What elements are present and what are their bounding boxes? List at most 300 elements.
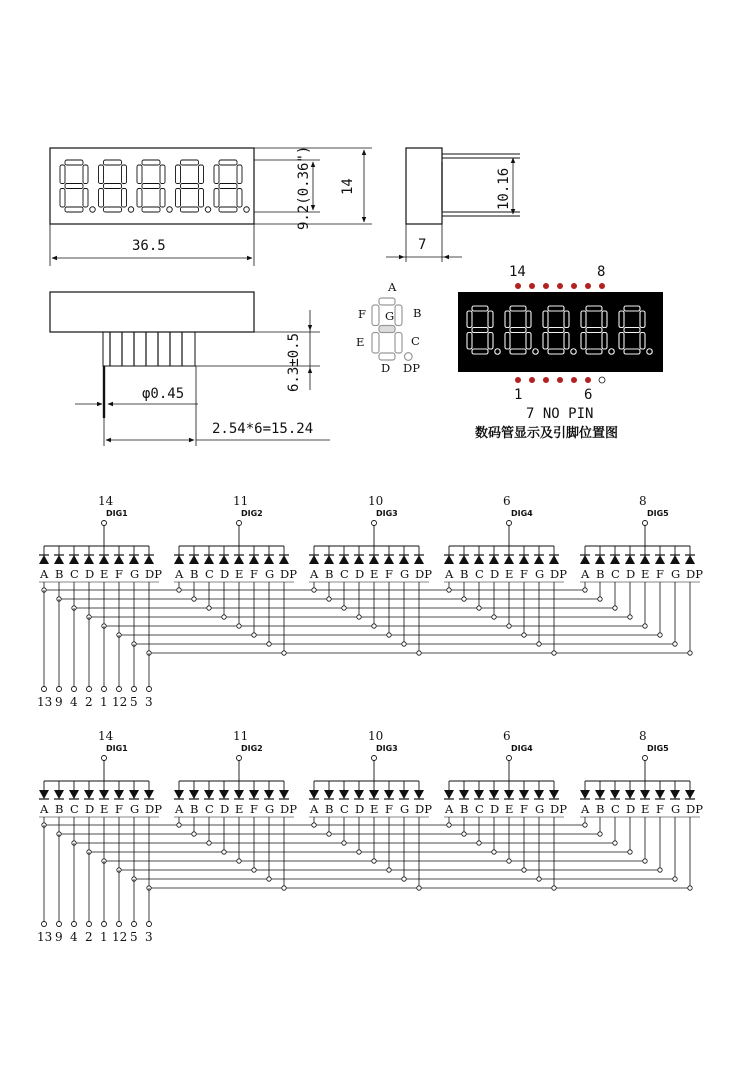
segment-d [624,349,640,354]
junction [417,651,421,655]
junction [552,886,556,890]
segment-terminal [132,687,137,692]
digit-terminal [643,521,648,526]
segment-label: E [235,567,244,581]
led-diode [144,555,154,564]
decimal-point [90,207,96,213]
segment-b [122,165,127,184]
junction [207,841,211,845]
segment-label: G [671,567,681,581]
top-pin-last: 8 [597,264,606,280]
segment-label: D [355,567,365,581]
segment-b [237,165,242,184]
segment-a [510,306,526,311]
segment-label: B [325,567,334,581]
segment-label: F [250,567,258,581]
segment-label-c: C [411,334,420,348]
junction [252,868,256,872]
junction [267,642,271,646]
segment-g [586,328,602,333]
segment-g [104,184,122,189]
front-digit [137,160,172,212]
segment-label: C [475,802,484,816]
segment-e [505,333,510,350]
segment-pin-number: 9 [55,930,63,944]
segment-terminal [132,922,137,927]
segment-label: D [220,802,230,816]
digit-pin-number: 11 [233,729,249,743]
led-diode [39,555,49,564]
led-diode [279,555,289,564]
led-diode [324,555,334,564]
segment-f [99,165,104,184]
segment-label: C [340,802,349,816]
bottom-view [50,292,330,446]
width-dimension: 36.5 [132,238,166,254]
digit-name: DIG2 [241,509,263,518]
segment-e [176,189,181,208]
segment-c [488,333,493,350]
led-diode [580,790,590,799]
segment-label: E [370,567,379,581]
junction [688,886,692,890]
segment-b [640,311,645,328]
segment-label: E [505,802,514,816]
segment-d [472,349,488,354]
led-diode [685,555,695,564]
segment-label: D [85,567,95,581]
pin-dot [515,283,521,289]
front-digit [214,160,249,212]
segment-label: D [220,567,230,581]
front-view [50,146,372,266]
digit-terminal [102,521,107,526]
junction [583,823,587,827]
segment-label: C [205,567,214,581]
bottom-pin-last: 6 [584,387,593,403]
decimal-point [128,207,134,213]
segment-g [624,328,640,333]
pin-dot [557,283,563,289]
segment-label: A [175,802,184,816]
led-diode [54,790,64,799]
junction [267,877,271,881]
segment-label: B [190,567,199,581]
segment-label: F [115,567,123,581]
segment-label: B [596,567,605,581]
segment-c [602,333,607,350]
segment-c [83,189,88,208]
segment-f [214,165,219,184]
led-diode [189,555,199,564]
led-diode [640,790,650,799]
bottom-pin-first: 1 [514,387,523,403]
digit-name: DIG5 [647,509,669,518]
segment-label: G [400,567,410,581]
junction [402,642,406,646]
segment-pin-number: 2 [85,695,93,709]
led-diode [369,790,379,799]
segment-d [142,207,160,212]
digit-name: DIG4 [511,744,533,753]
segment-f [137,165,142,184]
segment-label: F [250,802,258,816]
junction [658,868,662,872]
led-diode [459,790,469,799]
segment-g [472,328,488,333]
segment-terminal [147,922,152,927]
led-diode [249,555,259,564]
led-diode [204,790,214,799]
segment-a [586,306,602,311]
segment-label-dp: DP [403,361,420,375]
junction [492,850,496,854]
segment-d [219,207,237,212]
segment-terminal [102,922,107,927]
front-digits [60,160,249,212]
segment-e [467,333,472,350]
segment-f [505,311,510,328]
led-diode [595,555,605,564]
segment-label-g: G [385,309,395,323]
decimal-point [647,349,653,355]
segment-label: D [490,802,500,816]
segment-label-e: E [356,335,365,349]
led-diode [219,555,229,564]
segment-f [581,311,586,328]
led-diode [625,790,635,799]
junction [643,859,647,863]
junction [643,624,647,628]
digit-terminal [372,521,377,526]
led-diode [204,555,214,564]
led-diode [414,790,424,799]
junction [282,886,286,890]
segment-a [219,160,237,165]
segment-a [624,306,640,311]
segment-pin-number: 12 [112,930,128,944]
led-diode [129,555,139,564]
segment-e [214,189,219,208]
segment-label: C [70,567,79,581]
junction [237,859,241,863]
led-diode [219,790,229,799]
led-diode [144,790,154,799]
junction [312,588,316,592]
pin-length-dimension: 6.3±0.5 [286,332,302,392]
segment-label: G [535,567,545,581]
pin-dot [585,283,591,289]
segment-label: DP [550,567,567,581]
pin-dot [515,377,521,383]
junction [447,588,451,592]
pin-dot [599,283,605,289]
junction [507,624,511,628]
led-diode [339,790,349,799]
led-diode [549,555,559,564]
junction [507,859,511,863]
segment-c [199,189,204,208]
segment-label: C [611,802,620,816]
decimal-point [205,207,211,213]
segment-label: D [626,802,636,816]
pin-dot [557,377,563,383]
led-diode [339,555,349,564]
digit-name: DIG5 [647,744,669,753]
segment-terminal [72,687,77,692]
pin-dot [599,377,605,383]
led-diode [99,790,109,799]
digit-height-dimension: 9.2(0.36") [296,145,312,230]
segment-f [372,305,379,326]
led-diode [264,790,274,799]
junction [372,859,376,863]
segment-g [219,184,237,189]
segment-terminal [57,687,62,692]
segment-e [543,333,548,350]
led-diode [444,555,454,564]
segment-label: E [641,802,650,816]
segment-terminal [147,687,152,692]
led-diode [324,790,334,799]
segment-g [379,326,395,333]
segment-pin-number: 5 [130,695,138,709]
led-diode [670,790,680,799]
segment-label: F [520,802,528,816]
segment-terminal [87,687,92,692]
segment-e [581,333,586,350]
segment-b [160,165,165,184]
segment-label: G [265,802,275,816]
segment-c [395,333,402,354]
junction [207,606,211,610]
segment-b [602,311,607,328]
segment-b [83,165,88,184]
segment-pin-number: 12 [112,695,128,709]
digit-terminal [507,521,512,526]
segment-label: A [40,802,49,816]
led-diode [610,790,620,799]
led-diode [84,790,94,799]
digit-name: DIG3 [376,744,398,753]
junction [192,597,196,601]
junction [222,850,226,854]
segment-label: DP [415,802,432,816]
led-diode [69,555,79,564]
junction [477,841,481,845]
led-diode [685,790,695,799]
segment-d [104,207,122,212]
segment-label: E [235,802,244,816]
junction [417,886,421,890]
segment-label: C [70,802,79,816]
segment-label: C [205,802,214,816]
segment-label: A [581,802,590,816]
front-digit [99,160,134,212]
segment-label: C [340,567,349,581]
segment-label: D [490,567,500,581]
led-diode [655,790,665,799]
segment-a [548,306,564,311]
segment-pin-number: 1 [100,695,108,709]
segment-label: A [310,802,319,816]
digit-pin-number: 6 [503,729,511,743]
segment-label: D [85,802,95,816]
segment-f [543,311,548,328]
segment-pin-number: 1 [100,930,108,944]
junction [327,832,331,836]
led-diode [640,555,650,564]
segment-a [181,160,199,165]
led-diode [459,555,469,564]
junction [628,850,632,854]
segment-label: G [671,802,681,816]
junction [177,823,181,827]
led-diode [249,790,259,799]
top-pin-first: 14 [509,264,526,280]
segment-label: A [445,567,454,581]
side-view [386,148,520,262]
segment-label: DP [415,567,432,581]
led-diode [189,790,199,799]
led-diode [625,555,635,564]
segment-label: B [460,567,469,581]
segment-label: D [355,802,365,816]
segment-pin-number: 5 [130,930,138,944]
segment-b [564,311,569,328]
segment-e [60,189,65,208]
no-pin-note: 7 NO PIN [526,406,594,422]
segment-label: B [596,802,605,816]
digit-name: DIG4 [511,509,533,518]
led-diode [129,790,139,799]
junction [522,633,526,637]
led-diode [174,555,184,564]
segment-terminal [42,687,47,692]
led-diode [69,790,79,799]
segment-f [467,311,472,328]
depth-dimension: 7 [418,237,427,253]
led-diode [399,790,409,799]
segment-a [104,160,122,165]
led-diode [39,790,49,799]
segment-e [137,189,142,208]
led-diode [234,790,244,799]
led-diode [354,790,364,799]
junction [462,597,466,601]
junction [537,642,541,646]
segment-g [65,184,83,189]
digit-pin-number: 8 [639,494,647,508]
segment-label-d: D [381,361,391,375]
segment-label: DP [550,802,567,816]
top-pin-dots [515,283,605,289]
led-diode [309,555,319,564]
digit-name: DIG1 [106,744,128,753]
segment-label: E [641,567,650,581]
segment-c [640,333,645,350]
segment-f [176,165,181,184]
junction [402,877,406,881]
segment-label: F [656,567,664,581]
side-height-dimension: 10.16 [496,167,512,210]
digit-terminal [237,756,242,761]
segment-a [142,160,160,165]
junction [537,877,541,881]
led-diode [174,790,184,799]
decimal-point [571,349,577,355]
segment-terminal [87,922,92,927]
segment-f [60,165,65,184]
pins [110,332,182,366]
segment-label-b: B [413,306,422,320]
led-diode [519,790,529,799]
led-diode [670,555,680,564]
segment-label: G [130,567,140,581]
junction [387,868,391,872]
segment-label: A [310,567,319,581]
segment-label: C [475,567,484,581]
segment-b [488,311,493,328]
segment-terminal [117,922,122,927]
segment-pin-number: 3 [145,930,153,944]
digit-pin-number: 14 [98,729,114,743]
segment-terminal [117,687,122,692]
decimal-point [495,349,501,355]
segment-d [65,207,83,212]
led-diode [504,555,514,564]
decimal-point [167,207,173,213]
led-diode [99,555,109,564]
pin-dot [529,377,535,383]
segment-label: DP [686,802,703,816]
junction [583,588,587,592]
segment-digit [372,298,412,360]
segment-g [510,328,526,333]
segment-label: E [100,802,109,816]
led-diode [580,555,590,564]
junction [552,651,556,655]
decimal-point [533,349,539,355]
pin-diameter-dimension: φ0.45 [142,386,185,402]
led-diode [474,555,484,564]
front-digit [176,160,211,212]
led-diode [489,790,499,799]
led-diode [474,790,484,799]
segment-label: E [100,567,109,581]
segment-d [548,349,564,354]
segment-pin-number: 4 [70,695,78,709]
segment-g [548,328,564,333]
junction [628,615,632,619]
segment-g [181,184,199,189]
segment-pin-number: 13 [37,695,53,709]
digit-terminal [507,756,512,761]
segment-label: B [325,802,334,816]
segment-e [99,189,104,208]
segment-label: E [370,802,379,816]
junction [688,651,692,655]
segment-c [160,189,165,208]
segment-label: E [505,567,514,581]
led-display [458,264,663,441]
segment-terminal [42,922,47,927]
led-diode [384,790,394,799]
segment-label: F [520,567,528,581]
segment-terminal [102,687,107,692]
junction [522,868,526,872]
segment-diagram [356,280,421,375]
